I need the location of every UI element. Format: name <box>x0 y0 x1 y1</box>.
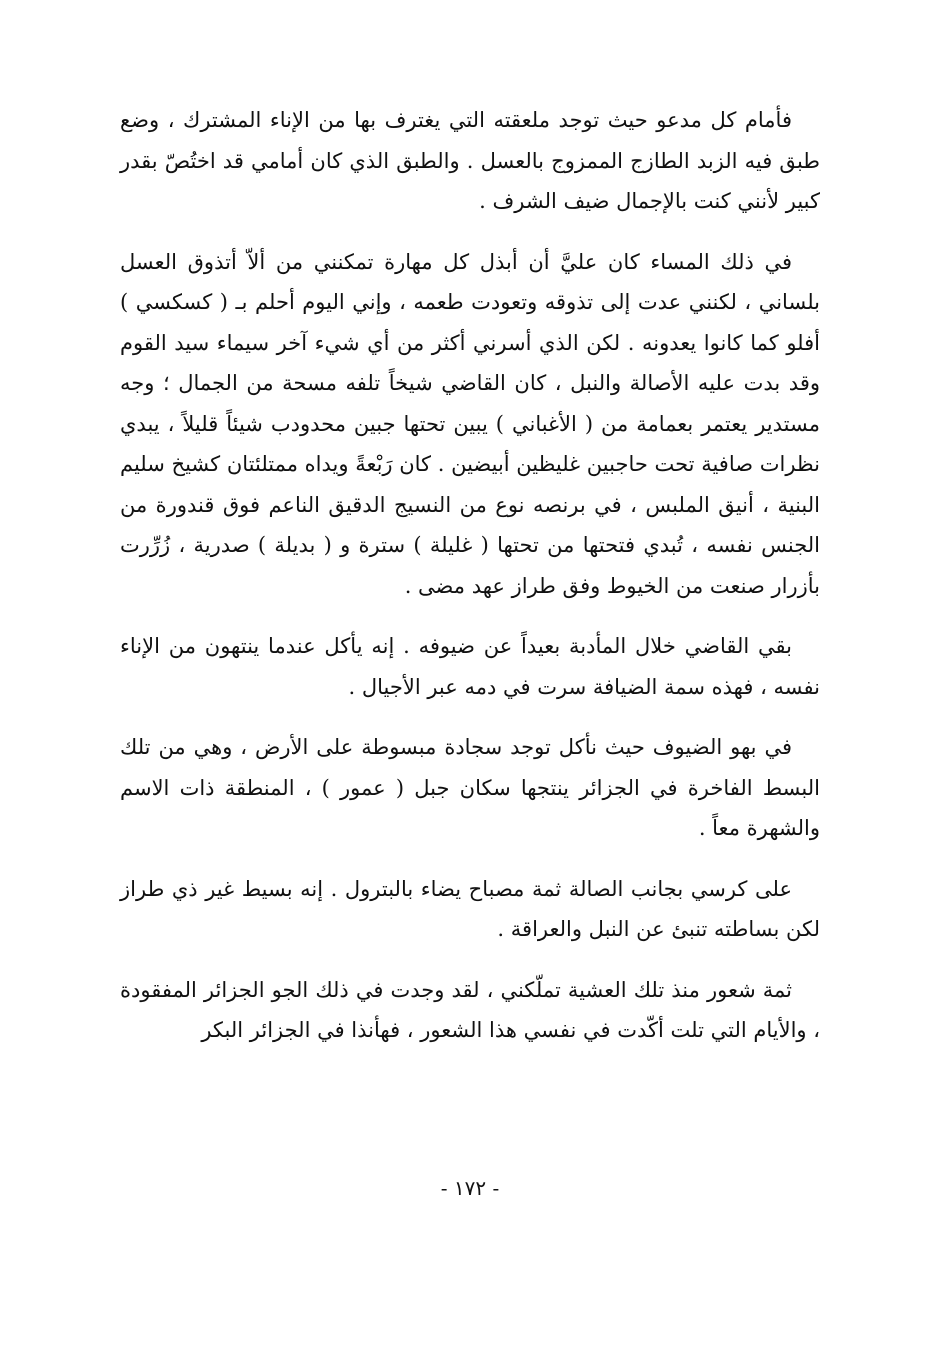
paragraph-5: على كرسي بجانب الصالة ثمة مصباح يضاء بالبترول . إنه بسيط غير ذي طراز لكن بساطته تنبئ عن النبل والعراقة . <box>120 876 820 941</box>
paragraph-6: ثمة شعور منذ تلك العشية تملّكني ، لقد وجدت في ذلك الجو الجزائر المفقودة ، والأيام التي تلت أكّدت في نفسي هذا الشعور ، فهأنذا في الجزائر البكر <box>120 977 820 1042</box>
paragraph-3: بقي القاضي خلال المأدبة بعيداً عن ضيوفه . إنه يأكل عندما ينتهون من الإناء نفسه ، فهذه سمة الضيافة سرت في دمه عبر الأجيال . <box>120 634 820 699</box>
page-text-body <box>120 100 820 1071</box>
paragraph-1: فأمام كل مدعو حيث توجد ملعقته التي يغترف بها من الإناء المشترك ، وضع طبق فيه الزبد الطازج الممزوج بالعسل . والطبق الذي كان أمامي قد اختُصّ بقدر كبير لأنني كنت بالإجمال ضيف الشرف . <box>120 108 820 213</box>
paragraph-2: في ذلك المساء كان عليَّ أن أبذل كل مهارة تمكنني من ألاّ أتذوق العسل بلساني ، لكنني عدت إلى تذوقه وتعودت طعمه ، وإني اليوم أحلم بـ ( كسكسي ) أفلو كما كانوا يعدونه . لكن الذي أسرني أكثر من أي شيء آخر سيماء سيد القوم وقد بدت عليه الأصالة والنبل ، كان القاضي شيخاً تلفه مسحة من الجمال ؛ وجه مستدير يعتمر بعمامة من ( الأغباني ) يبين تحتها جبين محدودب شيئاً قليلاً ، يبدي نظرات صافية تحت حاجبين غليظين أبيضين . كان رَبْعةً ويداه ممتلئتان كشيخ سليم البنية ، أنيق الملبس ، في برنصه نوع من النسيج الدقيق الناعم فوق قندورة من الجنس نفسه ، تُبدي فتحتها من تحتها ( غليلة ) سترة و ( بديلة ) صدرية ، زُرِّرت بأزرار صنعت من الخيوط وفق طراز عهد مضى . <box>119 249 820 598</box>
page-number: - ١٧٢ - <box>440 1176 500 1200</box>
paragraph-4: في بهو الضيوف حيث نأكل توجد سجادة مبسوطة على الأرض ، وهي من تلك البسط الفاخرة في الجزائر ينتجها سكان جبل ( عمور ) ، المنطقة ذات الاسم والشهرة معاً . <box>120 735 820 840</box>
